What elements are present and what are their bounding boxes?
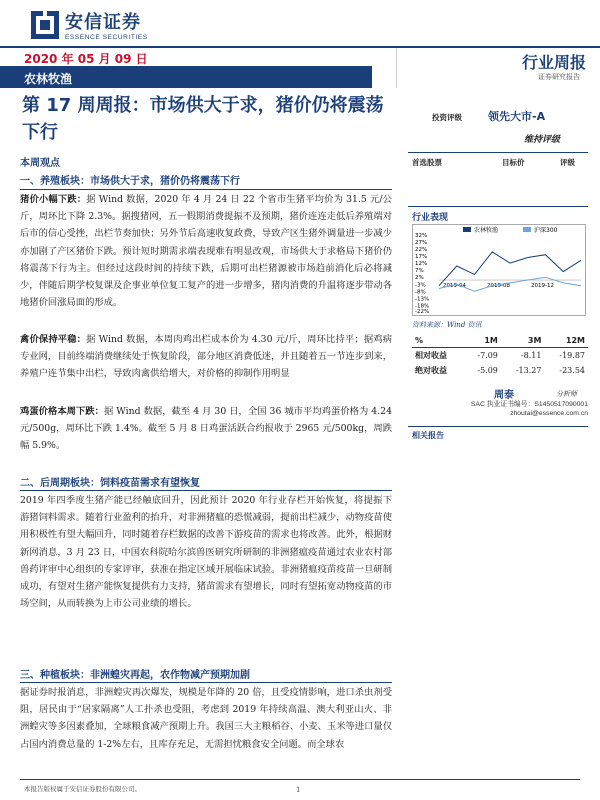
paragraph-lead: 鸡蛋价格本周下跌： <box>20 406 104 417</box>
paragraph-feed-vaccine: 2019 年四季度生猪产能已经触底回升，因此预计 2020 年行业存栏开始恢复，将提振下游猪饲料需求。随着行业盈利的抬升，对非洲猪瘟的恐慌减弱，提前出栏减少，动物疫苗使用积极性有望大幅回升，同时随着存栏数据的改善下游疫苗的需求也将改善。此外，根据财新网消息，3 月 23 日，中国农科院哈尔滨兽医研究所研制的非洲猪瘟疫苗通过农业农村部兽药评审中心组织的专家评审，获准在指定区域开展临床试验。非洲猪瘟疫苗疫苗一旦研制成功，有望对生猪产能恢复提供有力支持，猪苗需求有望增长，同时有望拓宽动物疫苗的市场空间，从而转换为上市公司业绩的增长。 <box>20 495 392 610</box>
y-tick-label: -3% <box>415 282 426 289</box>
header-divider <box>396 48 397 88</box>
related-reports-title: 相关报告 <box>412 430 444 440</box>
section-1-rule <box>20 189 392 190</box>
analyst-email[interactable]: zhoutai@essence.com.cn <box>510 410 588 417</box>
y-tick-label: -8% <box>415 289 426 296</box>
table-row <box>412 348 588 364</box>
rating-label: 投资评级 <box>432 113 462 122</box>
section-1-heading: 一、养殖板块：市场供大于求，猪价仍将震荡下行 <box>20 176 240 187</box>
paragraph-lead: 猪价小幅下跌： <box>20 194 87 205</box>
cell-value: -5.09 <box>477 366 498 375</box>
y-tick-label: -13% <box>415 296 430 303</box>
y-tick-label: 22% <box>415 247 428 254</box>
legend-label-b: 沪深300 <box>534 227 558 234</box>
cell-value: -13.27 <box>515 366 542 375</box>
row-label: 绝对收益 <box>415 365 447 375</box>
analyst-role: 分析师 <box>556 390 577 398</box>
legend-label-a: 农林牧渔 <box>474 227 499 234</box>
cell-value: -23.54 <box>559 366 585 375</box>
header-rule <box>0 46 600 48</box>
report-title: 第 17 周周报：市场供大于求，猪价仍将震荡下行 <box>22 95 384 143</box>
rating-value: 领先大市-A <box>488 110 546 123</box>
page-number: 1 <box>296 786 301 794</box>
perf-col-1m: 1M <box>464 334 501 348</box>
perf-col-unit: % <box>412 334 464 348</box>
performance-table <box>412 334 588 378</box>
paragraph-text: 据 Wind 数据，2020 年 4 月 24 日 22 个省市生猪平均价为 31.5 元/公斤，周环比下降 2.3%。据搜猪网，五一假期消费提振不及预期，猪价连连走低后养殖端对后市的信心受挫，出栏节奏加快；另外节后高速收复政费，导致产区生猪外调量进一步减少亦加剧了产区猪价下跌。预计短时期需求端表现难有明显改观，市场供大于求格局下猪价仍将震荡下行为主。但经过这段时间的持续下跌，后期可出栏猪源被市场趋前消化后必将减少，伴随后期学校复课及企事业单位复工复产的进一步增多，猪肉消费的升温将逐步带动各地猪价回涨局面的形成。 <box>20 194 392 309</box>
y-tick-label: 17% <box>415 254 428 261</box>
x-tick-label: 2019-12 <box>531 283 554 290</box>
performance-header-row <box>412 334 588 348</box>
series-line-a <box>439 252 581 286</box>
side-rule-related <box>408 426 588 427</box>
view-heading: 本周观点 <box>20 158 60 169</box>
paragraph-pig-price <box>20 191 392 311</box>
cell-value: -7.09 <box>477 351 498 360</box>
legend-swatch-a <box>463 227 471 232</box>
y-tick-label: -18% <box>415 303 430 310</box>
footer-disclaimer: 本报告版权属于安信证券股份有限公司。 <box>24 785 141 793</box>
cell-value: -8.11 <box>520 351 542 360</box>
side-rule-perf <box>408 206 588 207</box>
performance-chart-svg <box>413 225 585 315</box>
report-date: 2020 年 05 月 09 日 <box>24 52 148 66</box>
perf-col-12m: 12M <box>544 334 588 348</box>
y-tick-label: 12% <box>415 261 428 268</box>
brand-name: 安信证券 <box>65 12 141 33</box>
section-3-heading: 三、种植板块：非洲蝗灾再起，农作物减产预期加剧 <box>20 670 250 681</box>
y-tick-label: 2% <box>415 275 424 282</box>
y-tick-label: 32% <box>415 233 428 239</box>
paragraph-locust: 据证券时报消息，非洲蝗灾再次爆发，规模是年降的 20 倍，且受疫情影响，进口杀虫剂受阻，居民由于“居家隔离”人工扑杀也受阻，考虑到 2019 年持续高温、澳大利亚山火、非洲蝗灾等多因素叠加，全球粮食减产预期上升。我国三大主粮稻谷、小麦、玉米等进口量仅占国内消费总量的 1-2%左右，且库存充足，无需担忧粮食安全问题。而全球农 <box>20 687 392 750</box>
table-row <box>412 363 588 378</box>
analyst-credentials <box>412 400 588 418</box>
target-price-label: 目标价 <box>502 158 525 167</box>
report-type: 行业周报 <box>521 53 586 72</box>
x-tick-label: 2019-08 <box>487 283 510 290</box>
paragraph-egg-price <box>20 403 392 455</box>
footer-rule <box>20 779 580 780</box>
section-3-rule <box>20 682 392 683</box>
perf-col-3m: 3M <box>501 334 545 348</box>
performance-title: 行业表现 <box>412 213 449 223</box>
paragraph-text: 据 Wind 数据，截至 4 月 30 日，全国 36 城市平均鸡蛋价格为 4.24 元/500g，周环比下跌 1.4%。截至 5 月 8 日鸡蛋活跃合约报收于 2965 元/500kg，周跌幅 5.9%。 <box>20 406 392 452</box>
y-tick-label: -22% <box>415 309 430 315</box>
section-2-rule <box>20 490 392 491</box>
paragraph-lead: 禽价保持平稳： <box>20 334 87 345</box>
report-subtype: 证券研究报告 <box>538 73 580 81</box>
legend-swatch-b <box>523 227 531 232</box>
paragraph-text: 据 Wind 数据，本周肉鸡出栏成本价为 4.30 元/斤，周环比持平；据鸡病专业网，目前终端消费继续处于恢复阶段，部分地区消费低迷，并且随着五一节连步到来，养殖户连节集中出栏，导致肉禽供给增大，对价格的抑制作用明显 <box>20 334 392 380</box>
rating-sub: 维持评级 <box>524 135 561 145</box>
side-rule-top <box>408 152 588 153</box>
performance-chart <box>412 224 586 316</box>
analyst-sac: SAC 执业证书编号：S1450517090001 <box>470 401 588 408</box>
y-tick-label: 27% <box>415 240 428 247</box>
rating-col-label: 评级 <box>560 158 575 167</box>
section-2-heading: 二、后周期板块：饲料疫苗需求有望恢复 <box>20 478 200 489</box>
essence-logo-icon <box>30 10 60 40</box>
sector-name: 农林牧渔 <box>24 72 73 86</box>
y-tick-label: 7% <box>415 268 424 275</box>
analyst-name: 周泰 <box>494 390 514 401</box>
x-tick-label: 2019-04 <box>443 283 466 290</box>
cell-value: -19.87 <box>559 351 585 360</box>
row-label: 相对收益 <box>415 350 447 360</box>
brand-name-en: ESSENCE SECURITIES <box>65 34 148 41</box>
brand-logo <box>30 8 148 41</box>
first-choice-label: 首选股票 <box>412 158 442 167</box>
chart-source: 资料来源：Wind 资讯 <box>412 321 482 329</box>
paragraph-poultry-price <box>20 331 392 383</box>
